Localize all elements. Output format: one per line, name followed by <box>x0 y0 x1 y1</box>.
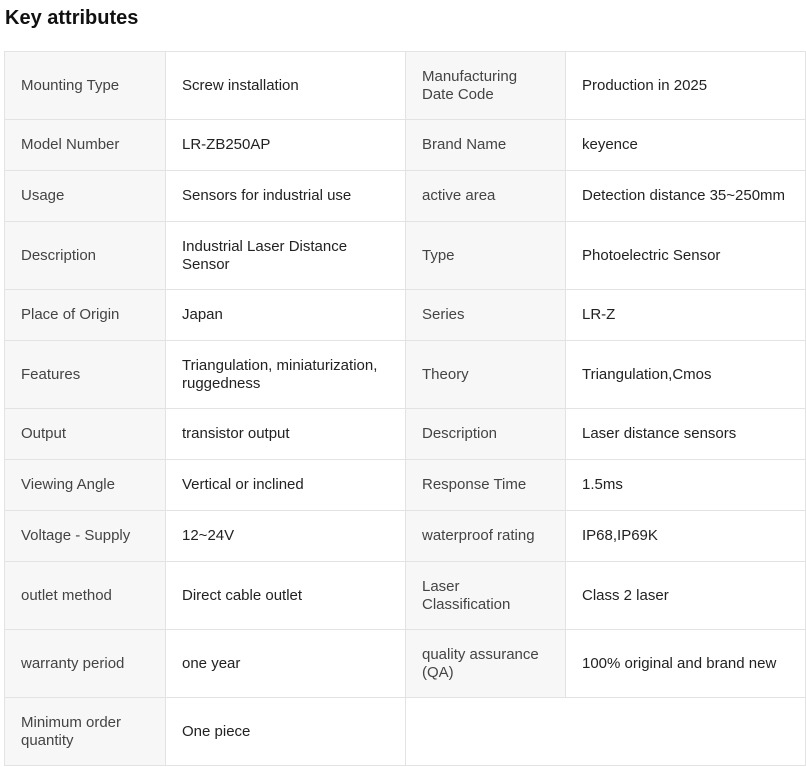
attribute-key: Theory <box>406 341 566 409</box>
attribute-value: Japan <box>166 290 406 341</box>
attribute-value: Triangulation, miniaturization, ruggedness <box>166 341 406 409</box>
table-row <box>5 120 806 171</box>
table-row <box>5 562 806 630</box>
attribute-value: Sensors for industrial use <box>166 171 406 222</box>
attribute-value: LR-ZB250AP <box>166 120 406 171</box>
table-row <box>5 341 806 409</box>
attribute-key: outlet method <box>5 562 166 630</box>
attribute-value: 100% original and brand new <box>566 630 806 698</box>
attribute-key: Output <box>5 409 166 460</box>
attribute-key: Response Time <box>406 460 566 511</box>
attribute-key: Viewing Angle <box>5 460 166 511</box>
attribute-key: Mounting Type <box>5 52 166 120</box>
attribute-value: Triangulation,Cmos <box>566 341 806 409</box>
table-row <box>5 409 806 460</box>
attribute-key: Place of Origin <box>5 290 166 341</box>
attribute-value: 12~24V <box>166 511 406 562</box>
attribute-value: One piece <box>166 698 406 766</box>
attribute-value: Industrial Laser Distance Sensor <box>166 222 406 290</box>
attribute-key: Usage <box>5 171 166 222</box>
table-row <box>5 171 806 222</box>
attribute-value: one year <box>166 630 406 698</box>
attribute-key: Type <box>406 222 566 290</box>
attribute-key: Manufacturing Date Code <box>406 52 566 120</box>
attribute-key: Model Number <box>5 120 166 171</box>
attribute-value: Class 2 laser <box>566 562 806 630</box>
attribute-value: IP68,IP69K <box>566 511 806 562</box>
attributes-table <box>4 51 806 766</box>
attribute-key: Brand Name <box>406 120 566 171</box>
attribute-value: 1.5ms <box>566 460 806 511</box>
attribute-key: Voltage - Supply <box>5 511 166 562</box>
attribute-key: active area <box>406 171 566 222</box>
attribute-key: Laser Classification <box>406 562 566 630</box>
attribute-value: keyence <box>566 120 806 171</box>
attribute-key: Features <box>5 341 166 409</box>
attribute-value: Production in 2025 <box>566 52 806 120</box>
attribute-value: Vertical or inclined <box>166 460 406 511</box>
attribute-value: Photoelectric Sensor <box>566 222 806 290</box>
table-row <box>5 698 806 766</box>
attribute-key: Series <box>406 290 566 341</box>
attribute-value: Direct cable outlet <box>166 562 406 630</box>
table-row <box>5 222 806 290</box>
attribute-value: transistor output <box>166 409 406 460</box>
attribute-key: Minimum order quantity <box>5 698 166 766</box>
attribute-key: Description <box>406 409 566 460</box>
table-row <box>5 460 806 511</box>
attribute-value: Screw installation <box>166 52 406 120</box>
attribute-value: Laser distance sensors <box>566 409 806 460</box>
attribute-value: LR-Z <box>566 290 806 341</box>
table-row <box>5 290 806 341</box>
table-row <box>5 52 806 120</box>
attribute-key: Description <box>5 222 166 290</box>
table-row <box>5 630 806 698</box>
attribute-key: warranty period <box>5 630 166 698</box>
page-title: Key attributes <box>5 7 139 29</box>
attribute-key: quality assurance (QA) <box>406 630 566 698</box>
attribute-key: waterproof rating <box>406 511 566 562</box>
attribute-value: Detection distance 35~250mm <box>566 171 806 222</box>
table-row <box>5 511 806 562</box>
empty-cell <box>406 698 806 766</box>
